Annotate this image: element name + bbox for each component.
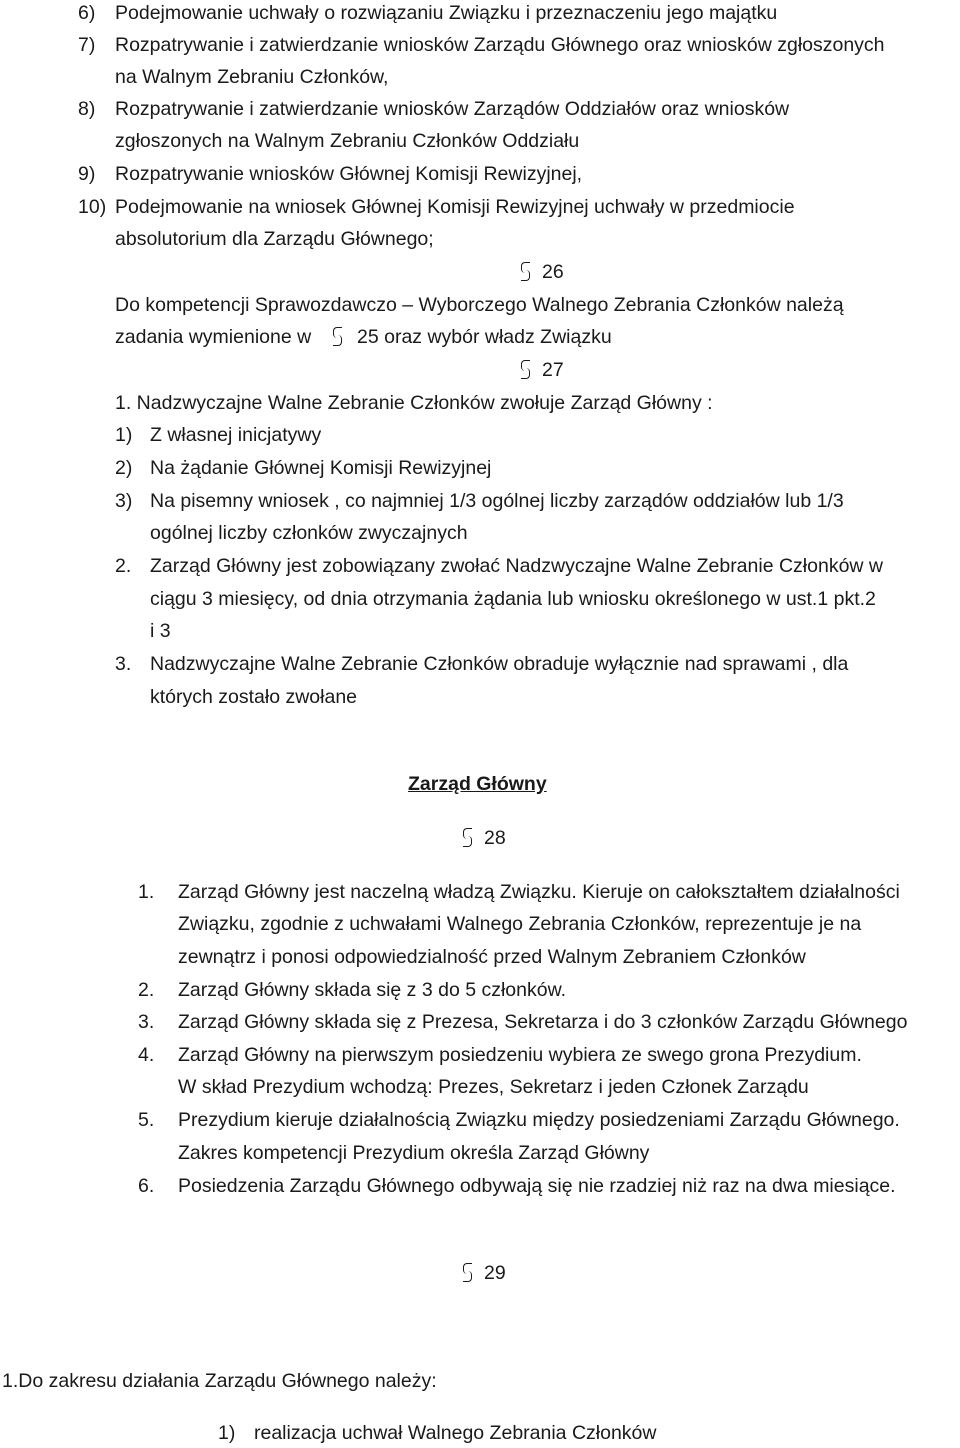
- list-item-text: zewnątrz i ponosi odpowiedzialność przed Walnym Zebraniem Członków: [178, 946, 806, 968]
- list-item-number: 1): [218, 1422, 236, 1444]
- chapter-heading: Zarząd Główny: [408, 773, 547, 795]
- sub-item-text: Z własnej inicjatywy: [150, 424, 322, 446]
- list-item-number: 5.: [138, 1109, 155, 1131]
- list-item-text: Rozpatrywanie wniosków Głównej Komisji Rewizyjnej,: [115, 163, 583, 185]
- section-number: 26: [542, 261, 564, 283]
- sub-item-text: Na żądanie Głównej Komisji Rewizyjnej: [150, 457, 492, 479]
- section-29-heading: [460, 1260, 506, 1286]
- list-item-text: Zarząd Główny składa się z Prezesa, Sekretarza i do 3 członków Zarządu Głównego: [178, 1011, 908, 1033]
- section-sign-icon: [460, 1263, 474, 1281]
- section-28-heading: [460, 825, 506, 851]
- list-item-text: Podejmowanie uchwały o rozwiązaniu Związku i przeznaczeniu jego majątku: [115, 2, 778, 24]
- paragraph-line: Do kompetencji Sprawozdawczo – Wyborczego Walnego Zebrania Członków należą: [115, 294, 844, 316]
- list-item-number: 9): [78, 163, 96, 185]
- list-item-text: których zostało zwołane: [150, 686, 358, 708]
- list-item-number: 8): [78, 98, 96, 120]
- list-item-number: 10): [78, 196, 107, 218]
- list-item-text: Zarząd Główny składa się z 3 do 5 członków.: [178, 979, 567, 1001]
- list-item-text: na Walnym Zebraniu Członków,: [115, 66, 389, 88]
- section-number: 29: [484, 1262, 506, 1284]
- section-number: 27: [542, 359, 564, 381]
- list-item-text: Nadzwyczajne Walne Zebranie Członków obraduje wyłącznie nad sprawami , dla: [150, 653, 849, 675]
- section-26-heading: [518, 259, 564, 285]
- paragraph-line: zadania wymienione w: [115, 326, 312, 348]
- list-item-text: i 3: [150, 620, 171, 642]
- list-item-number: 2.: [115, 555, 132, 577]
- list-item-text: ciągu 3 miesięcy, od dnia otrzymania żądania lub wniosku określonego w ust.1 pkt.2: [150, 588, 876, 610]
- list-item-text: Podejmowanie na wniosek Głównej Komisji Rewizyjnej uchwały w przedmiocie: [115, 196, 795, 218]
- list-item-text: realizacja uchwał Walnego Zebrania Członków: [254, 1422, 657, 1444]
- list-item-text: Zarząd Główny na pierwszym posiedzeniu wybiera ze swego grona Prezydium.: [178, 1044, 862, 1066]
- sub-item-number: 2): [115, 457, 133, 479]
- list-item-text: Zakres kompetencji Prezydium określa Zarząd Główny: [178, 1142, 650, 1164]
- list-item-text: zgłoszonych na Walnym Zebraniu Członków Oddziału: [115, 130, 580, 152]
- list-item-text: W skład Prezydium wchodzą: Prezes, Sekretarz i jeden Członek Zarządu: [178, 1076, 809, 1098]
- section-sign-icon: [460, 828, 474, 846]
- section-sign-icon: [518, 262, 532, 280]
- sub-item-number: 1): [115, 424, 133, 446]
- sub-item-number: 3): [115, 490, 133, 512]
- paragraph-line: 25 oraz wybór władz Związku: [357, 326, 612, 348]
- list-item-number: 6.: [138, 1175, 155, 1197]
- list-item-number: 2.: [138, 979, 155, 1001]
- list-item-text: Prezydium kieruje działalnością Związku między posiedzeniami Zarządu Głównego.: [178, 1109, 900, 1131]
- section-sign-icon: [330, 324, 354, 350]
- paragraph-line: 1. Nadzwyczajne Walne Zebranie Członków zwołuje Zarząd Główny :: [115, 392, 713, 414]
- list-item-number: 3.: [115, 653, 132, 675]
- list-item-number: 7): [78, 34, 96, 56]
- list-item-text: Posiedzenia Zarządu Głównego odbywają się nie rzadziej niż raz na dwa miesiące.: [178, 1175, 896, 1197]
- list-item-text: Zarząd Główny jest zobowiązany zwołać Nadzwyczajne Walne Zebranie Członków w: [150, 555, 884, 577]
- list-item-number: 6): [78, 2, 96, 24]
- list-item-text: Zarząd Główny jest naczelną władzą Związku. Kieruje on całokształtem działalności: [178, 881, 900, 903]
- list-item-text: absolutorium dla Zarządu Głównego;: [115, 228, 434, 250]
- list-item-text: Związku, zgodnie z uchwałami Walnego Zebrania Członków, reprezentuje je na: [178, 913, 862, 935]
- paragraph-line: 1.Do zakresu działania Zarządu Głównego należy:: [2, 1370, 437, 1392]
- list-item-number: 3.: [138, 1011, 155, 1033]
- section-sign-icon: [518, 360, 532, 378]
- sub-item-text: Na pisemny wniosek , co najmniej 1/3 ogólnej liczby zarządów oddziałów lub 1/3: [150, 490, 844, 512]
- list-item-number: 4.: [138, 1044, 155, 1066]
- list-item-text: Rozpatrywanie i zatwierdzanie wniosków Zarządów Oddziałów oraz wniosków: [115, 98, 790, 120]
- section-number: 28: [484, 827, 506, 849]
- section-27-heading: [518, 357, 564, 383]
- sub-item-text: ogólnej liczby członków zwyczajnych: [150, 522, 468, 544]
- list-item-text: Rozpatrywanie i zatwierdzanie wniosków Zarządu Głównego oraz wniosków zgłoszonych: [115, 34, 885, 56]
- list-item-number: 1.: [138, 881, 155, 903]
